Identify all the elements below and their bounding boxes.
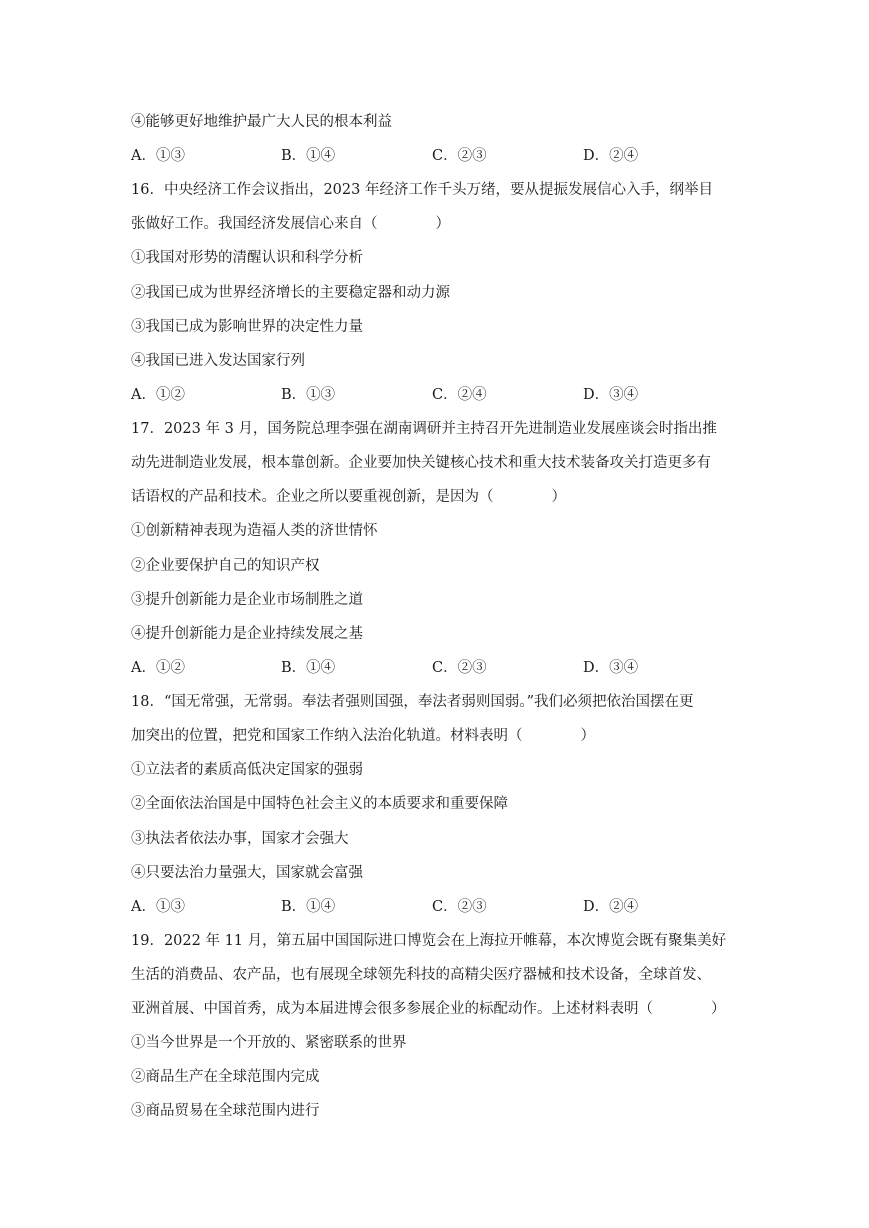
q18-option-c[interactable]: C．②③ [432,899,487,915]
q17-stem-line-3: 话语权的产品和技术。企业之所以要重视创新，是因为（ ） [131,489,566,505]
q15-option-d[interactable]: D．②④ [583,148,639,164]
q15-option-b[interactable]: B．①④ [281,148,336,164]
q16-stem-line-2: 张做好工作。我国经济发展信心来自（ ） [131,216,450,232]
q17-option-d[interactable]: D．③④ [583,660,639,676]
q18-statement-1: ①立法者的素质高低决定国家的强弱 [131,762,363,778]
q17-option-a[interactable]: A．①② [131,660,185,676]
q16-stem-line-1: 16．中央经济工作会议指出，2023 年经济工作千头万绪，要从提振发展信心入手，纲举目 [131,182,713,198]
q17-options [131,658,751,678]
q19-statement-3: ③商品贸易在全球范围内进行 [131,1103,320,1119]
q17-statement-2: ②企业要保护自己的知识产权 [131,558,320,574]
q16-option-a[interactable]: A．①② [131,387,185,403]
q15-options [131,146,751,166]
q18-stem-line-2: 加突出的位置，把党和国家工作纳入法治化轨道。材料表明（ ） [131,728,595,744]
q18-option-d[interactable]: D．②④ [583,899,639,915]
q16-statement-4: ④我国已进入发达国家行列 [131,353,305,369]
q18-stem-line-1: 18．“国无常强，无常弱。奉法者强则国强，奉法者弱则国弱。”我们必须把依治国摆在更 [131,694,694,710]
q16-statement-1: ①我国对形势的清醒认识和科学分析 [131,250,363,266]
q18-statement-4: ④只要法治力量强大，国家就会富强 [131,865,363,881]
q15-option-c[interactable]: C．②③ [432,148,487,164]
q17-statement-3: ③提升创新能力是企业市场制胜之道 [131,592,363,608]
q18-statement-3: ③执法者依法办事，国家才会强大 [131,831,349,847]
q17-option-c[interactable]: C．②③ [432,660,487,676]
q15-statement-4: ④能够更好地维护最广大人民的根本利益 [131,114,392,130]
q19-stem-line-3: 亚洲首展、中国首秀，成为本届进博会很多参展企业的标配动作。上述材料表明（ ） [131,1001,726,1017]
q17-statement-1: ①创新精神表现为造福人类的济世情怀 [131,523,378,539]
q19-stem-line-2: 生活的消费品、农产品，也有展现全球领先科技的高精尖医疗器械和技术设备，全球首发、 [131,967,711,983]
q18-options [131,897,751,917]
q17-stem-line-2: 动先进制造业发展，根本靠创新。企业要加快关键核心技术和重大技术装备攻关打造更多有 [131,455,711,471]
q16-option-b[interactable]: B．①③ [281,387,336,403]
q16-options [131,385,751,405]
q16-option-c[interactable]: C．②④ [432,387,487,403]
q15-option-a[interactable]: A．①③ [131,148,185,164]
q16-statement-2: ②我国已成为世界经济增长的主要稳定器和动力源 [131,285,450,301]
q19-statement-2: ②商品生产在全球范围内完成 [131,1069,320,1085]
q19-statement-1: ①当今世界是一个开放的、紧密联系的世界 [131,1035,407,1051]
q18-option-b[interactable]: B．①④ [281,899,336,915]
q16-option-d[interactable]: D．③④ [583,387,639,403]
q17-stem-line-1: 17．2023 年 3 月，国务院总理李强在湖南调研并主持召开先进制造业发展座谈会时指出推 [131,421,717,437]
q17-statement-4: ④提升创新能力是企业持续发展之基 [131,626,363,642]
q16-statement-3: ③我国已成为影响世界的决定性力量 [131,319,363,335]
q18-statement-2: ②全面依法治国是中国特色社会主义的本质要求和重要保障 [131,796,508,812]
q18-option-a[interactable]: A．①③ [131,899,185,915]
q17-option-b[interactable]: B．①④ [281,660,336,676]
q19-stem-line-1: 19．2022 年 11 月，第五届中国国际进口博览会在上海拉开帷幕，本次博览会既有聚集美好 [131,933,727,949]
